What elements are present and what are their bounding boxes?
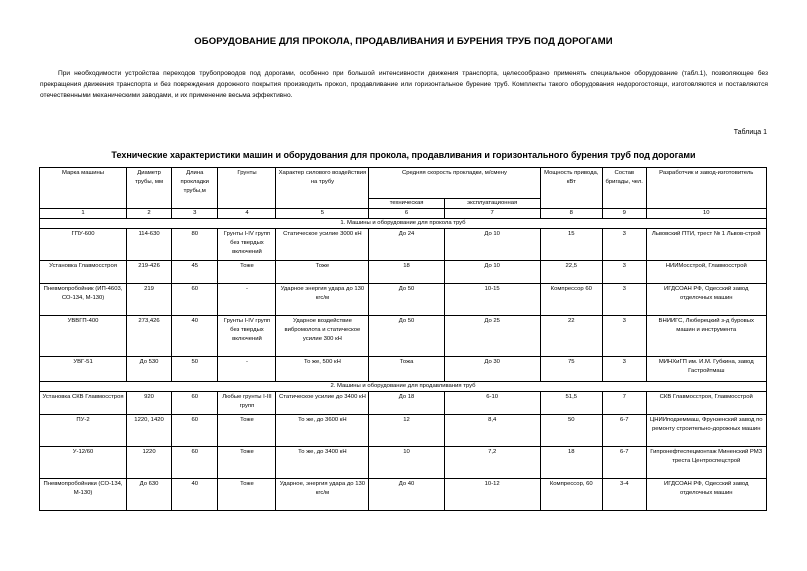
table-cell: То же, 500 кН xyxy=(276,357,369,382)
table-cell: До 630 xyxy=(127,479,172,511)
table-cell: До 10 xyxy=(444,261,540,284)
table-cell: 1220, 1420 xyxy=(127,415,172,447)
table-cell: НИИМосстрой, Главмосстрой xyxy=(646,261,767,284)
table-cell: 22,5 xyxy=(540,261,602,284)
table-cell: Статическое усилие до 3400 кН xyxy=(276,392,369,415)
intro-text: При необходимости устройства переходов трубопроводов под дорогами, особенно при большой интенсивности движения транспорта, целесообразно применять специальное оборудование (табл.1), позволяющее без прекращения движения транспорта и без повреждения дорожного покрытия производить прокол, продавливание или горизонтальное бурение труб. Комплекты такого оборудования недорогостоящи, изготовляются и поставляются отечественными механическими заводами, и их применение весьма эффективно. xyxy=(40,70,768,99)
table-cell: Тожа xyxy=(369,357,444,382)
header-speed: Средняя скорость прокладки, м/смену xyxy=(369,168,540,199)
table-cell: Тоже xyxy=(218,415,276,447)
intro-paragraph xyxy=(40,68,768,101)
table-cell: 60 xyxy=(172,392,218,415)
table-cell: 60 xyxy=(172,415,218,447)
table-cell: Тоже xyxy=(218,261,276,284)
header-crew: Состав бригады, чел. xyxy=(602,168,646,209)
table-cell: 10 xyxy=(369,447,444,479)
table-cell: УВГ-51 xyxy=(40,357,127,382)
table-cell: МИНХиГП им. И.М. Губкина, завод Гастройтмаш xyxy=(646,357,767,382)
table-cell: 50 xyxy=(172,357,218,382)
table-cell: 80 xyxy=(172,229,218,261)
table-row xyxy=(40,447,767,479)
header-soils: Грунты xyxy=(218,168,276,209)
table-cell: 7,2 xyxy=(444,447,540,479)
table-cell: 920 xyxy=(127,392,172,415)
table-cell: До 24 xyxy=(369,229,444,261)
table-cell: 219-426 xyxy=(127,261,172,284)
table-cell: Тоже xyxy=(276,261,369,284)
table-cell: Компрессор 60 xyxy=(540,284,602,316)
header-force: Характер силового воздействия на трубу xyxy=(276,168,369,209)
column-number: 8 xyxy=(540,209,602,219)
table-cell: Тоже xyxy=(218,479,276,511)
table-row xyxy=(40,229,767,261)
table-cell: 22 xyxy=(540,316,602,357)
table-cell: Ударное энергия удара до 130 кгс/м xyxy=(276,284,369,316)
table-cell: 8,4 xyxy=(444,415,540,447)
header-power: Мощность привода, кВт xyxy=(540,168,602,209)
table-cell: 12 xyxy=(369,415,444,447)
table-cell: 15 xyxy=(540,229,602,261)
table-cell: Ударное, энергия удара до 130 кгс/м xyxy=(276,479,369,511)
section-row xyxy=(40,219,767,229)
table-cell: Львовский ПТИ, трест № 1 Львов-строй xyxy=(646,229,767,261)
table-cell: 10-15 xyxy=(444,284,540,316)
page-title: ОБОРУДОВАНИЕ ДЛЯ ПРОКОЛА, ПРОДАВЛИВАНИЯ И БУРЕНИЯ ТРУБ ПОД ДОРОГАМИ xyxy=(194,36,613,47)
header-diameter: Диаметр трубы, мм xyxy=(127,168,172,209)
column-number: 5 xyxy=(276,209,369,219)
table-cell: 3 xyxy=(602,284,646,316)
table-cell: 3 xyxy=(602,357,646,382)
table-cell: До 50 xyxy=(369,284,444,316)
header-row xyxy=(40,168,767,199)
column-number: 7 xyxy=(444,209,540,219)
table-cell: 40 xyxy=(172,316,218,357)
table-cell: УВВГП-400 xyxy=(40,316,127,357)
table-cell: - xyxy=(218,284,276,316)
table-label: Таблица 1 xyxy=(733,129,767,136)
table-row xyxy=(40,261,767,284)
table-cell: Пневмопробойник (ИП-4603, СО-134, М-130) xyxy=(40,284,127,316)
table-cell: Пневмопробойники (СО-134, М-130) xyxy=(40,479,127,511)
table-cell: То же, до 3400 кН xyxy=(276,447,369,479)
column-number: 2 xyxy=(127,209,172,219)
table-cell: 18 xyxy=(369,261,444,284)
column-number: 10 xyxy=(646,209,767,219)
table-cell: 3 xyxy=(602,261,646,284)
table-cell: 219 xyxy=(127,284,172,316)
table-cell: СКВ Главмосстроя, Главмосстрой xyxy=(646,392,767,415)
equipment-table xyxy=(39,167,767,511)
table-cell: 60 xyxy=(172,284,218,316)
table-cell: До 18 xyxy=(369,392,444,415)
table-cell: ПУ-2 xyxy=(40,415,127,447)
table-cell: 51,5 xyxy=(540,392,602,415)
header-length: Длина прокладки трубы,м xyxy=(172,168,218,209)
table-cell: У-12/60 xyxy=(40,447,127,479)
table-cell: ИГДСОАН РФ, Одесский завод отделочных машин xyxy=(646,284,767,316)
table-row xyxy=(40,316,767,357)
section-title: 1. Машины и оборудование для прокола труб xyxy=(40,219,767,229)
table-cell: Установка Главмосстроя xyxy=(40,261,127,284)
table-cell: До 40 xyxy=(369,479,444,511)
table-cell: 10-12 xyxy=(444,479,540,511)
table-cell: ГПУ-600 xyxy=(40,229,127,261)
header-developer: Разработчик и завод-изготовитель xyxy=(646,168,767,209)
table-cell: Тоже xyxy=(218,447,276,479)
table-cell: 40 xyxy=(172,479,218,511)
table-row xyxy=(40,415,767,447)
table-cell: 1220 xyxy=(127,447,172,479)
table-cell: То же, до 3600 кН xyxy=(276,415,369,447)
table-cell: ВНИИГС, Люберецкий з-д буровых машин и инструмента xyxy=(646,316,767,357)
table-cell: 50 xyxy=(540,415,602,447)
table-cell: 6-10 xyxy=(444,392,540,415)
column-number: 6 xyxy=(369,209,444,219)
table-cell: - xyxy=(218,357,276,382)
header-speed-technical: техническая xyxy=(369,199,444,209)
section-row xyxy=(40,382,767,392)
column-number-row xyxy=(40,209,767,219)
table-cell: До 50 xyxy=(369,316,444,357)
table-row xyxy=(40,479,767,511)
table-cell: ИГДСОАН РФ, Одесский завод отделочных машин xyxy=(646,479,767,511)
table-cell: Грунты I-IV групп без твердых включений xyxy=(218,229,276,261)
table-cell: До 30 xyxy=(444,357,540,382)
table-cell: Компрессор, 60 xyxy=(540,479,602,511)
table-cell: 114-630 xyxy=(127,229,172,261)
header-speed-operational: эксплуатационная xyxy=(444,199,540,209)
table-cell: Любые грунты I-III групп xyxy=(218,392,276,415)
table-cell: 3 xyxy=(602,316,646,357)
table-cell: Статическое усилие 3000 кН xyxy=(276,229,369,261)
table-cell: Ударное воздействие вибромолота и статическое усилие 300 кН xyxy=(276,316,369,357)
table-title: Технические характеристики машин и оборудования для прокола, продавливания и горизонтального бурения труб под дорогами xyxy=(111,150,696,160)
table-cell: 45 xyxy=(172,261,218,284)
table-cell: Установка СКВ Главмосстроя xyxy=(40,392,127,415)
table-row xyxy=(40,357,767,382)
header-brand: Марка машины xyxy=(40,168,127,209)
table-cell: Грунты I-IV групп без твердых включений xyxy=(218,316,276,357)
table-cell: 273,426 xyxy=(127,316,172,357)
table-cell: Гипронефтеспецмонтаж Миненский РМЗ треста Центроспецстрой xyxy=(646,447,767,479)
table-cell: 75 xyxy=(540,357,602,382)
table-cell: ЦНИИподземмаш, Фрунзенский завод по ремонту строительно-дорожных машин xyxy=(646,415,767,447)
table-cell: 3 xyxy=(602,229,646,261)
column-number: 9 xyxy=(602,209,646,219)
section-title: 2. Машины и оборудование для продавливания труб xyxy=(40,382,767,392)
table-cell: 7 xyxy=(602,392,646,415)
column-number: 1 xyxy=(40,209,127,219)
table-cell: 3-4 xyxy=(602,479,646,511)
table-cell: До 10 xyxy=(444,229,540,261)
table-row xyxy=(40,392,767,415)
column-number: 4 xyxy=(218,209,276,219)
table-cell: 60 xyxy=(172,447,218,479)
table-row xyxy=(40,284,767,316)
table-cell: До 530 xyxy=(127,357,172,382)
table-cell: 6-7 xyxy=(602,447,646,479)
column-number: 3 xyxy=(172,209,218,219)
table-cell: 18 xyxy=(540,447,602,479)
table-cell: До 25 xyxy=(444,316,540,357)
table-cell: 6-7 xyxy=(602,415,646,447)
